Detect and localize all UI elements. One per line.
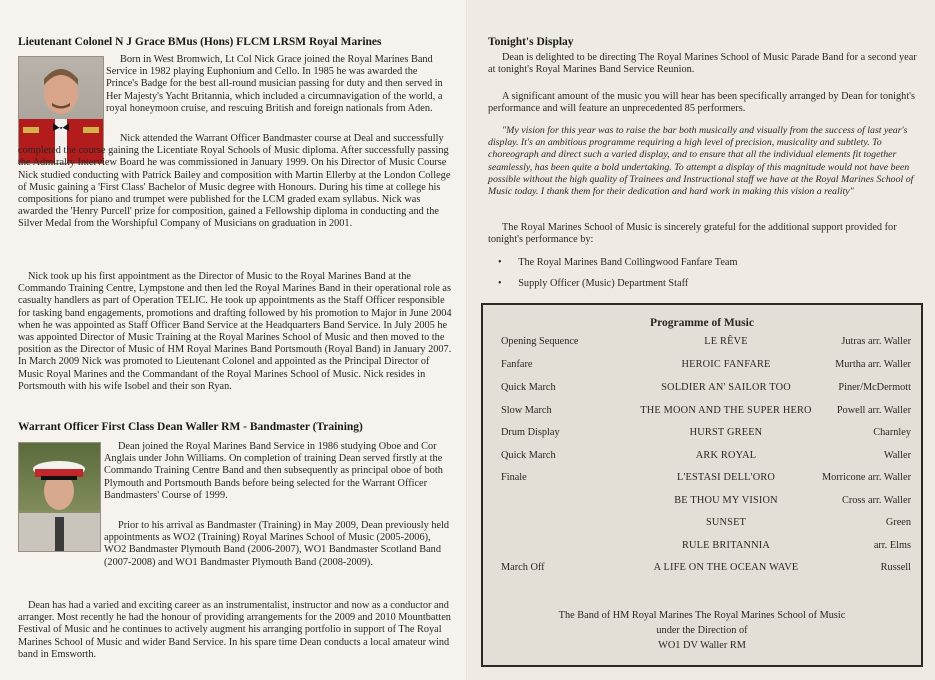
programme-composer: arr. Elms	[873, 540, 911, 551]
programme-composer: Russell	[880, 562, 911, 573]
programme-piece: HURST GREEN	[689, 427, 763, 438]
bio1-para2: Nick attended the Warrant Officer Bandmaster course at Deal and successfully completed the course gaining the Licentiate Royal Schools of Music diploma. After successfully passing the Admiralty Interview Board he was commissioned in January 1999. On his Director of Music Course Nick studied conducting with Patrick Bailey and composition with Martin Ellerby at the London College of Music gaining a 'First Class' Bachelor of Music degree with Honours. During his time at college his compositions for piano and trumpet were published for the LCM graded exam syllabus. Nick was awarded the 'Henry Purcell' prize for composition, gained a Fellowship diploma in conducting and the Silver Medal from the Worshipful Company of Musicians on graduation in 2001.	[18, 133, 451, 230]
programme-composer: Waller	[883, 450, 911, 461]
display-para3: The Royal Marines School of Music is sincerely grateful for the additional support provided for tonight's performance by:	[488, 222, 897, 246]
programme-title: Programme of Music	[650, 317, 754, 329]
footer-direction: under the Direction of	[656, 625, 748, 636]
programme-composer: Murtha arr. Waller	[835, 359, 911, 370]
programme-piece: THE MOON AND THE SUPER HERO	[640, 405, 812, 416]
waller-portrait	[18, 442, 101, 552]
bio2-para3: Dean has had a varied and exciting career as an instrumentalist, instructor and now as a conductor and arranger. Most recently he had the honour of providing arrangements for the 2009 and 2010 Mountbatten Festival of Music and he continues to actively augment his arranging portfolio in support of The Royal Marines School of Music and wider Band Service. In his spare time Dean conducts a local amateur wind band in Emsworth.	[18, 600, 451, 660]
programme-piece: ARK ROYAL	[695, 450, 757, 461]
programme-row	[501, 450, 911, 464]
programme-piece: SOLDIER AN' SAILOR TOO	[661, 382, 791, 393]
support-list-item: • Supply Officer (Music) Department Staff	[498, 278, 689, 289]
programme-piece: LE RÊVE	[704, 336, 748, 347]
programme-footer	[483, 608, 921, 653]
bullet-icon: •	[498, 278, 502, 289]
programme-composer: Green	[885, 517, 911, 528]
bio2-para2: Prior to his arrival as Bandmaster (Training) in May 2009, Dean previously held appointments as WO2 (Training) Royal Marines School of Music (2005-2006), WO2 Bandmaster Plymouth Band (2006-2007), WO1 Bandmaster Scotland Band (2007-2008) and WO1 Bandmaster Plymouth Band (2008-2009).	[104, 520, 450, 568]
programme-row	[501, 472, 911, 486]
programme-composer: Jutras arr. Waller	[841, 336, 911, 347]
programme-row	[501, 405, 911, 419]
programme-section: Slow March	[501, 405, 552, 416]
display-para2: A significant amount of the music you will hear has been specifically arranged by Dean for tonight's performance and will feature an unprecedented 85 performers.	[488, 91, 916, 115]
bullet-icon: •	[498, 257, 502, 268]
programme-section: March Off	[501, 562, 545, 573]
bio2-para1: Dean joined the Royal Marines Band Service in 1986 studying Oboe and Cor Anglais under John Williams. On completion of training Dean served firstly at the Commando Training Centre Band and then subsequently as principal oboe of both Plymouth and Portsmouth Bands before being selected for the Warrant Officer Bandmasters' Course of 1999.	[104, 441, 443, 501]
programme-box	[481, 303, 923, 667]
programme-section: Drum Display	[501, 427, 560, 438]
programme-piece: L'ESTASI DELL'ORO	[676, 472, 776, 483]
programme-piece: BE THOU MY VISION	[674, 495, 778, 506]
programme-section: Finale	[501, 472, 527, 483]
programme-row	[501, 427, 911, 441]
programme-piece: A LIFE ON THE OCEAN WAVE	[653, 562, 799, 573]
footer-band-name: The Band of HM Royal Marines The Royal Marines School of Music	[558, 610, 846, 621]
programme-piece: SUNSET	[705, 517, 747, 528]
programme-composer: Cross arr. Waller	[841, 495, 911, 506]
bio2-heading: Warrant Officer First Class Dean Waller RM - Bandmaster (Training)	[18, 421, 363, 433]
programme-row	[501, 540, 911, 554]
programme-section: Quick March	[501, 450, 556, 461]
programme-row	[501, 336, 911, 350]
portrait-icon	[19, 443, 100, 551]
programme-composer: Piner/McDermott	[838, 382, 911, 393]
programme-composer: Powell arr. Waller	[836, 405, 911, 416]
programme-composer: Morricone arr. Waller	[821, 472, 911, 483]
bio1-para1: Born in West Bromwich, Lt Col Nick Grace joined the Royal Marines Band Service in 1982 playing Euphonium and Cello. In 1985 he was awarded the Prince's Badge for the best all-round musician passing for duty and then served in Her Majesty's Yacht Britannia, which included a circumnavigation of the world, a royal honeymoon cruise, and rescuing British and foreign nationals from Aden.	[106, 54, 443, 114]
programme-row	[501, 562, 911, 576]
display-para1: Dean is delighted to be directing The Royal Marines School of Music Parade Band for a second year at tonight's Royal Marines Band Service Reunion.	[488, 52, 917, 76]
programme-composer: Charnley	[873, 427, 911, 438]
footer-conductor: WO1 DV Waller RM	[658, 640, 746, 651]
programme-piece: RULE BRITANNIA	[681, 540, 771, 551]
programme-section: Fanfare	[501, 359, 533, 370]
support-list-item: • The Royal Marines Band Collingwood Fanfare Team	[498, 257, 738, 268]
programme-section: Opening Sequence	[501, 336, 579, 347]
bio1-para3: Nick took up his first appointment as the Director of Music to the Royal Marines Band at the Commando Training Centre, Lympstone and then led the Royal Marines Band in their operational role as casualty handlers as part of Operation TELIC. He took up appointments as the Staff Officer responsible for tasking band engagements, promotions and drafting followed by his promotion to Major in June 2004 when he was appointed as Staff Officer Band Service at the Headquarters Band Service. In July 2005 he was appointed Director of Music Training at the Royal Marines School of Music and then moved to the position as the Director of Music of HM Royal Marines Band Portsmouth (Royal Band) in January 2007. In March 2009 Nick was promoted to Lieutenant Colonel and appointed as the Principal Director of Music Royal Marines and the Commandant of the Royal Marines School of Music. Nick resides in Portsmouth with his wife Isobel and their son Ryan.	[18, 271, 452, 392]
display-heading: Tonight's Display	[488, 36, 574, 48]
programme-row	[501, 495, 911, 509]
programme-row	[501, 517, 911, 531]
programme-piece: HEROIC FANFARE	[681, 359, 771, 370]
bio1-heading: Lieutenant Colonel N J Grace BMus (Hons) FLCM LRSM Royal Marines	[18, 36, 382, 48]
programme-row	[501, 382, 911, 396]
display-quote: "My vision for this year was to raise the bar both musically and visually from the success of last year's display. It's an ambitious programme requiring a high level of precision, musicality and subtlety. To choreograph and direct such a varied display, and to ensure that all the individual elements fit together seamlessly, has been quite a bold undertaking. To attempt a display of this magnitude would not have been possible without the high quality of Trainees and Instructional staff we have at the Royal Marines School of Music today. I thank them for their dedication and hard work in making this vision a reality"	[488, 125, 914, 198]
programme-section: Quick March	[501, 382, 556, 393]
programme-row	[501, 359, 911, 373]
